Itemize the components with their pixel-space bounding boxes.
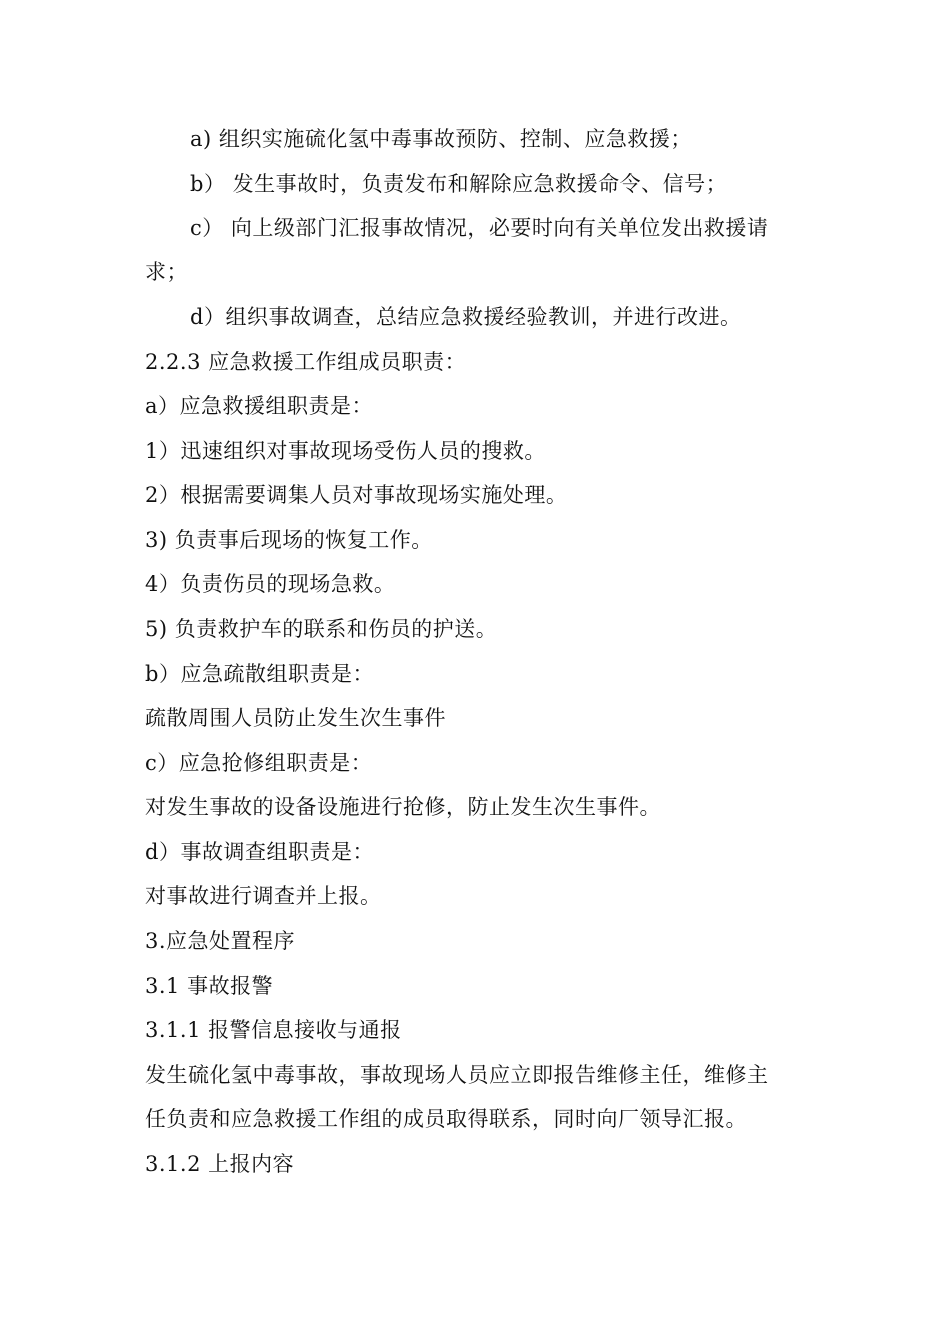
- rescue-item-1: 1）迅速组织对事故现场受伤人员的搜救。: [145, 439, 546, 463]
- rescue-item-4: 4）负责伤员的现场急救。: [145, 572, 396, 596]
- rescue-item-5: 5) 负责救护车的联系和伤员的护送。: [145, 617, 498, 641]
- subheading-repair-group: c）应急抢修组职责是：: [145, 751, 373, 775]
- list-item-c-continuation: 求；: [145, 260, 188, 284]
- list-item-a: a) 组织实施硫化氢中毒事故预防、控制、应急救援；: [190, 127, 692, 151]
- section-heading-3-1: 3.1 事故报警: [145, 974, 274, 998]
- subheading-evacuation-group: b）应急疏散组职责是：: [145, 662, 374, 686]
- paragraph-line-1: 发生硫化氢中毒事故，事故现场人员应立即报告维修主任，维修主: [145, 1063, 769, 1087]
- list-item-c: c） 向上级部门汇报事故情况，必要时向有关单位发出救援请: [190, 216, 769, 240]
- list-item-d: d）组织事故调查，总结应急救援经验教训，并进行改进。: [190, 305, 742, 329]
- section-heading-3-1-2: 3.1.2 上报内容: [145, 1152, 295, 1176]
- section-heading-3-1-1: 3.1.1 报警信息接收与通报: [145, 1018, 402, 1042]
- subheading-rescue-group: a）应急救援组职责是：: [145, 394, 374, 418]
- rescue-item-2: 2）根据需要调集人员对事故现场实施处理。: [145, 483, 568, 507]
- evacuation-duty: 疏散周围人员防止发生次生事件: [145, 706, 446, 730]
- paragraph-line-2: 任负责和应急救援工作组的成员取得联系，同时向厂领导汇报。: [145, 1107, 747, 1131]
- list-item-b: b） 发生事故时，负责发布和解除应急救援命令、信号；: [190, 172, 728, 196]
- section-heading-3: 3.应急处置程序: [145, 929, 296, 953]
- repair-duty: 对发生事故的设备设施进行抢修，防止发生次生事件。: [145, 795, 661, 819]
- rescue-item-3: 3) 负责事后现场的恢复工作。: [145, 528, 433, 552]
- investigation-duty: 对事故进行调查并上报。: [145, 884, 382, 908]
- subheading-investigation-group: d）事故调查组职责是：: [145, 840, 374, 864]
- section-heading-2-2-3: 2.2.3 应急救援工作组成员职责：: [145, 350, 467, 374]
